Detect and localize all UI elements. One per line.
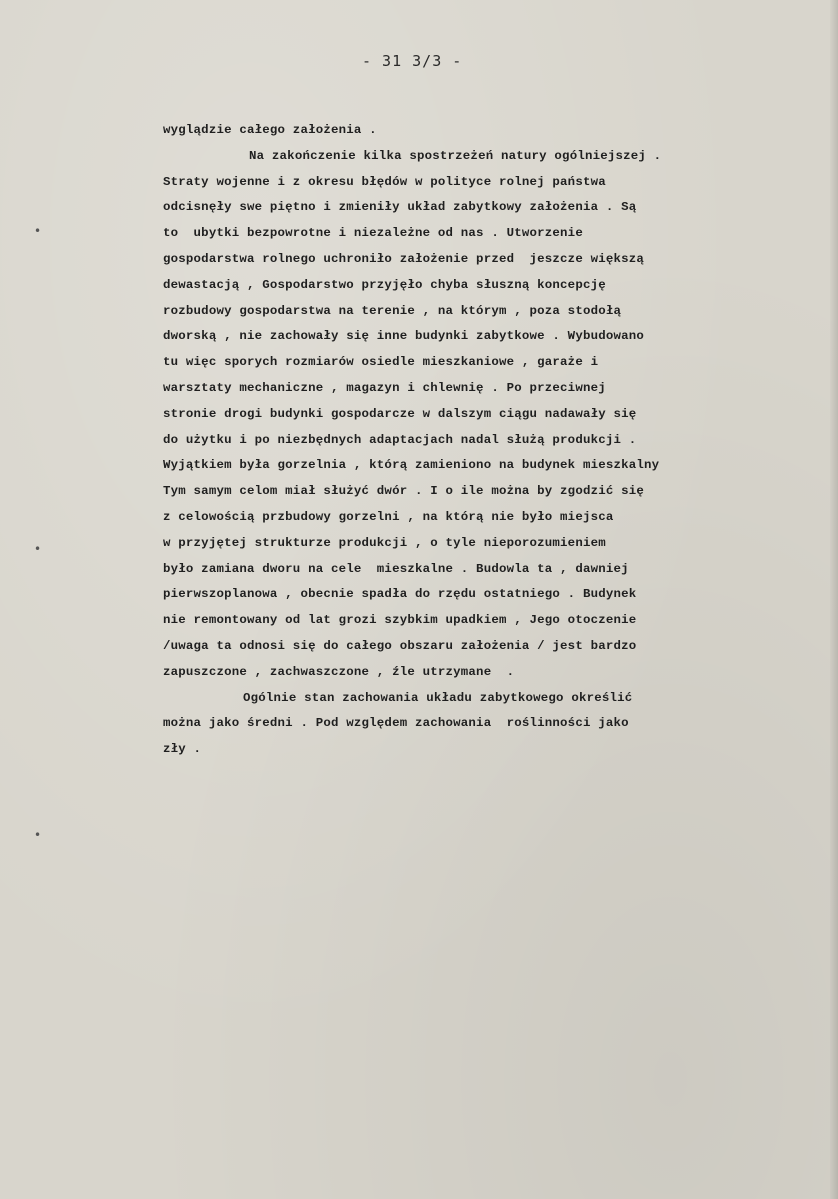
margin-dot: • [34,224,42,238]
text-line: nie remontowany od lat grozi szybkim upadkiem , Jego otoczenie [163,613,637,628]
text-line: Na zakończenie kilka spostrzeżeń natury ogólniejszej . [249,148,662,163]
page-number: - 31 3/3 - [362,52,463,70]
text-line: tu więc sporych rozmiarów osiedle mieszkaniowe , garaże i [163,355,599,370]
text-line: z celowością przbudowy gorzelni , na którą nie było miejsca [163,509,614,524]
text-line: zły . [163,742,202,757]
text-line: Tym samym celom miał służyć dwór . I o ile można by zgodzić się [163,484,645,499]
text-line: do użytku i po niezbędnych adaptacjach nadal służą produkcji . [163,432,637,447]
text-line: stronie drogi budynki gospodarcze w dalszym ciągu nadawały się [163,406,637,421]
text-line: dworską , nie zachowały się inne budynki zabytkowe . Wybudowano [163,329,645,344]
text-line: Ogólnie stan zachowania układu zabytkowego określić [243,690,633,705]
text-line: było zamiana dworu na cele mieszkalne . Budowla ta , dawniej [163,561,629,576]
text-line: gospodarstwa rolnego uchroniło założenie przed jeszcze większą [163,251,645,266]
text-line: Wyjątkiem była gorzelnia , którą zamieniono na budynek mieszkalny [163,458,660,473]
text-line: rozbudowy gospodarstwa na terenie , na którym , poza stodołą [163,303,622,318]
text-line: to ubytki bezpowrotne i niezależne od nas . Utworzenie [163,226,583,241]
text-line: /uwaga ta odnosi się do całego obszaru założenia / jest bardzo [163,638,637,653]
text-line: zapuszczone , zachwaszczone , źle utrzymane . [163,664,515,679]
margin-dot: • [34,542,42,556]
margin-dot: • [34,828,42,842]
text-line: odcisnęły swe piętno i zmieniły układ zabytkowy założenia . Są [163,200,637,215]
text-line: pierwszoplanowa , obecnie spadła do rzędu ostatniego . Budynek [163,587,637,602]
text-line: dewastacją , Gospodarstwo przyjęło chyba słuszną koncepcję [163,277,606,292]
text-line: Straty wojenne i z okresu błędów w polityce rolnej państwa [163,174,606,189]
typed-text-body [163,118,833,763]
text-line: można jako średni . Pod względem zachowania roślinności jako [163,716,629,731]
text-line: w przyjętej strukturze produkcji , o tyle nieporozumieniem [163,535,606,550]
text-line: warsztaty mechaniczne , magazyn i chlewnię . Po przeciwnej [163,380,606,395]
text-line: wyglądzie całego założenia . [163,123,377,137]
